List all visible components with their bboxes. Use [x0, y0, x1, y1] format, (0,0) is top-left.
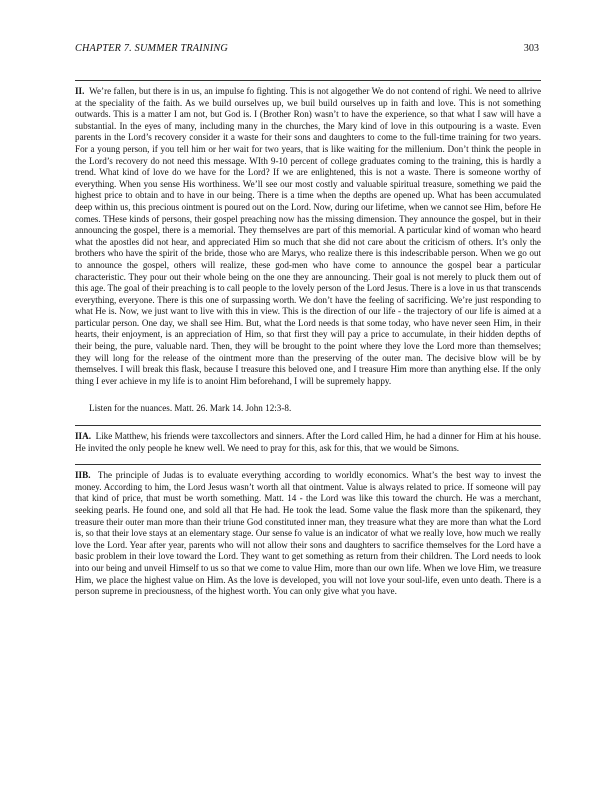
paragraph-label: IIB.	[75, 470, 91, 481]
page-number: 303	[523, 43, 539, 54]
page-body	[75, 70, 541, 598]
page-header	[75, 43, 539, 57]
paragraph-text: The principle of Judas is to evaluate everything according to worldly economics. What’s the best way to invest the money. According to him, the Lord Jesus wasn’t worth all that ointment. Value is always related to price. If someone will pay that kind of price, that must be worth something. Matt. 14 - the Lord was like this toward the church. He was a merchant, seeking pearls. He found one, and sold all that He had. He took the lead. Some value the flask more than the spikenard, they treasure their outer man more than their triune God constituted inner man, they treasure what they are more than what the Lord is, so that their love stays at an elementary stage. Our sense fo value is an indicator of what we really love, how much we really love the Lord. Year after year, parents who will not allow their sons and daughters to sacrifice themselves for the Lord have a basic problem in their love toward the Lord. They want to get something as return from their children. The Lord needs to look into our being and unveil Himself to us so that we come to value Him, more than our own life. When we love Him, we treasure Him, we place the highest value on Him. As the love is developed, you will not love your soul-life, even unto death. There is a person supreme in preciousness, of the highest worth. You can only give what you have.	[75, 470, 541, 597]
paragraph-IIB	[75, 470, 541, 598]
paragraph-label: II.	[75, 86, 85, 96]
paragraph-IIA	[75, 431, 541, 454]
scripture-reference: Listen for the nuances. Matt. 26. Mark 14. John 12:3-8.	[89, 403, 292, 414]
paragraph-label: IIA.	[75, 431, 91, 442]
section-divider	[75, 80, 541, 81]
section-divider	[75, 425, 541, 426]
section-divider	[75, 464, 541, 465]
paragraph-text: We’re fallen, but there is in us, an impulse fo fighting. This is not algogether We do not contend of righi. We need to allrive at the speciality of the faith. As we build ourselves up, we buil build ourselves up in faith and love. This is not something outwards. This is a matter I am not, but God is. I (Brother Ron) wasn’t to have the experience, so that what I saw will have a substantial. In the eyes of many, including many in the churches, the Mary kind of love in this outpouring is a waste. Even parents in the Lord’s recovery consider it a waste for their sons and daughters to come to the full-time training for two years. For a young person, if you tell him or her wait for two years, that is like waiting for the millenium. Don’t think the people in the Lord’s recovery do not need this message. WIth 9-10 percent of college graduates coming to the training, this is hardly a trend. What kind of love do we have for the Lord? If we are enlightened, this is not a waste. There is someone worthy of everything. When you sense His worthiness. We’ll see our most costly and valuable spiritual treasure, something we paid the highest price to obtain and to have in our being. There is a time when the depths are opened up. What has been accumulated deep within us, this precious ointment is poured out on the Lord. Now, during our lifetime, when we cannot see Him, before He comes. THese kinds of persons, their gospel preaching now has the missing dimension. They announce the gospel, but in their announcing the gospel, there is a memorial. They themselves are part of this memorial. A particular kind of woman who heard what the apostles did not hear, and appreciated Him so much that she did not care about the criticism of others. It’s only the brothers who have the spirit of the bride, those who are Marys, who realize there is this indescribable person. When we go out to announce the gospel, others will realize, these god-men who have come to announce the gospel bear a particular characteristic. They pour out their whole being on the one they are announcing. Their goal is not merely to pluck them out of this age. The goal of their preaching is to call people to the lovely person of the Lord Jesus. There is a love in us that transcends everything, everyone. There is this one of surpassing worth. We don’t have the feeling of sacrificing. We’re just responding to what He is. Now, we just want to live with this in view. This is the direction of our life - the trajectory of our life is aimed at a particular person. One day, we shall see Him. But, what the Lord needs is that some today, who have never seen Him, in their hearts, their enjoyment, is an appreciation of Him, so that first they will pay a price to accumulate, in their hidden depths of their being, the pure, valuable nard. Then, they will be brought to the point where they love the Lord more than themselves; they will long for the release of the ointment more than the preserving of the outer man. The decisive blow will be by themselves. I will break this flask, because I treasure this beloved one, and I treasure Him more than anything else. If the only thing I ever achieve in my life is to anoint Him beforehand, I will be supremely happy.	[75, 86, 541, 386]
paragraph-text: Like Matthew, his friends were taxcollectors and sinners. After the Lord called Him, he had a dinner for Him at his house. He invited the only people he knew well. We need to pray for this, ask for this, that we would be Simons.	[75, 431, 541, 453]
chapter-title: CHAPTER 7. SUMMER TRAINING	[75, 43, 228, 54]
paragraph-II	[75, 86, 541, 387]
